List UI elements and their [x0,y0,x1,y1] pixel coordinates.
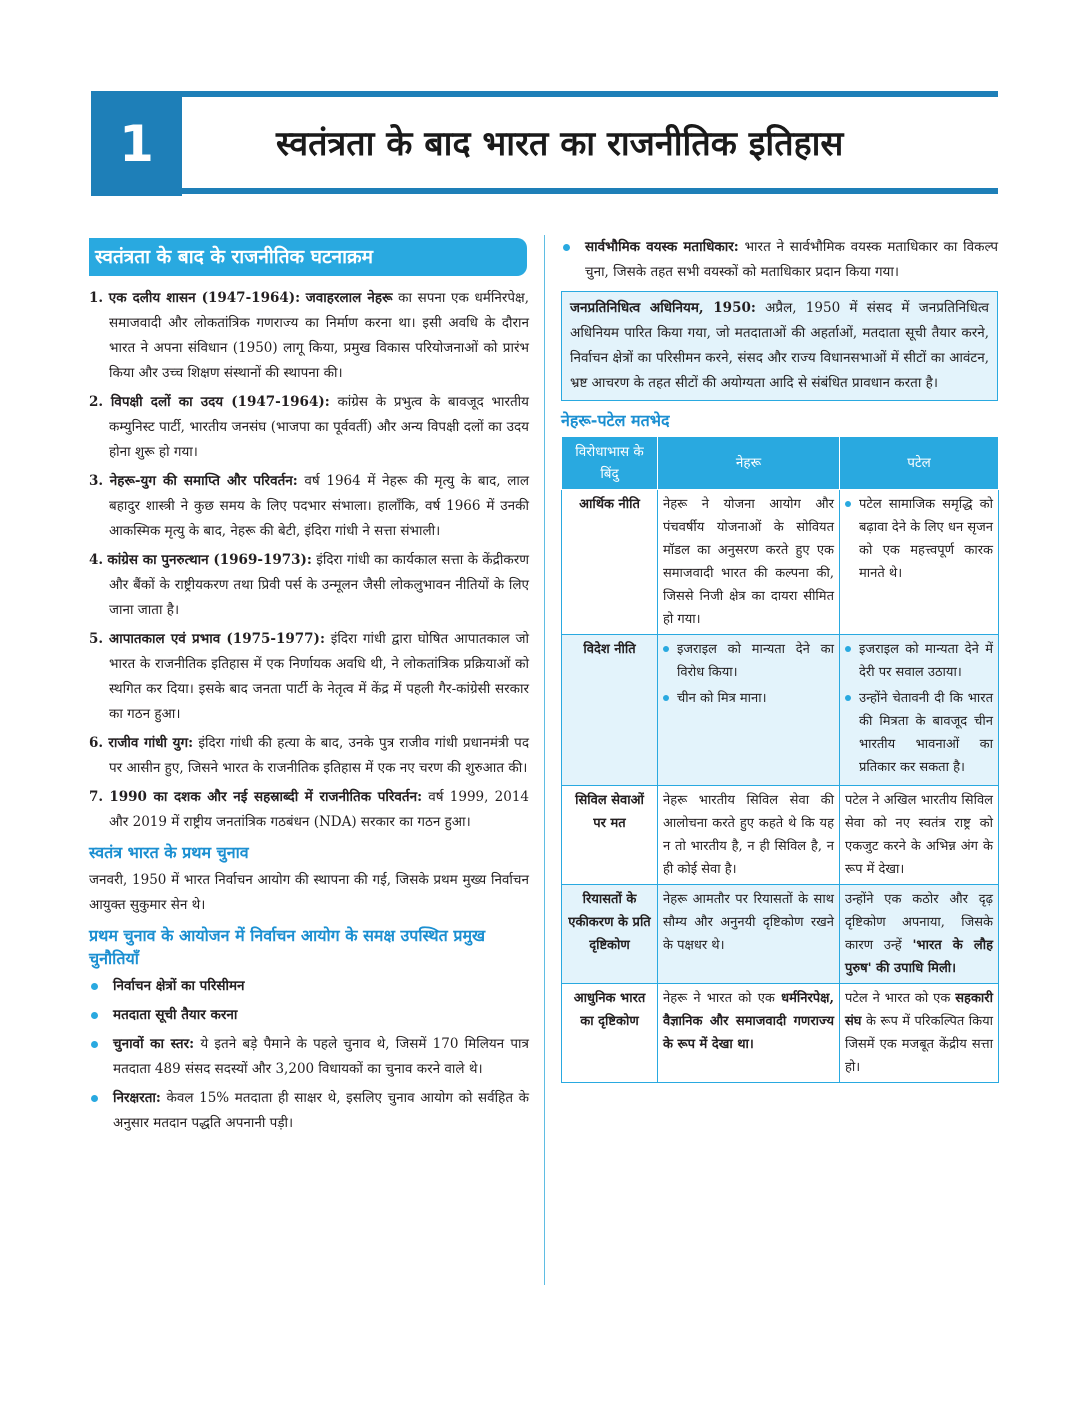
item-body: इंदिरा गांधी का कार्यकाल सत्ता के केंद्रीकरण और बैंकों के राष्ट्रीयकरण तथा प्रिवी पर्स के उन्मूलन जैसी लोकलुभावन नीतियों के लिए जाना जाता है। [109,552,529,618]
item-body: वर्ष 1964 में नेहरू की मृत्यु के बाद, लाल बहादुर शास्त्री ने कुछ समय के लिए पदभार संभाला। हालाँकि, वर्ष 1966 में उनकी आकस्मिक मृत्यु के बाद, नेहरू की बेटी, इंदिरा गांधी ने सत्ता संभाली। [109,473,529,539]
list-item: चुनावों का स्तर: ये इतने बड़े पैमाने के पहले चुनाव थे, जिसमें 170 मिलियन पात्र मतदाता 489 संसद सदस्यों और 3,200 विधायकों का चुनाव करने वाले थे। [89,1032,529,1082]
bullet-icon [845,646,851,652]
patel-cell: पटेल ने भारत को एक सहकारी संघ के रूप में परिकल्पित किया जिसमें एक मजबूत केंद्रीय सत्ता हो। [840,984,999,1083]
column-header-patel: पटेल [840,437,999,490]
list-item: निर्वाचन क्षेत्रों का परिसीमन [89,974,529,999]
first-elections-text: जनवरी, 1950 में भारत निर्वाचन आयोग की स्थापना की गई, जिसके प्रथम मुख्य निर्वाचन आयुक्त सुकुमार सेन थे। [89,872,529,913]
item-heading: नेहरू-युग की समाप्ति और परिवर्तन: [109,473,298,489]
column-header-nehru: नेहरू [658,437,840,490]
chapter-header [91,91,998,196]
header-bottom-rule [182,188,998,194]
column-header-point: विरोधाभास के बिंदु [562,437,658,490]
rpa-callout-box [561,291,998,401]
patel-cell [840,635,999,786]
item-bold-name: जवाहरलाल नेहरू [305,290,393,306]
bullet-icon [845,695,851,701]
item-body: इंदिरा गांधी द्वारा घोषित आपातकाल जो भारत के राजनीतिक इतिहास में एक निर्णायक अवधि थी, ने लोकतांत्रिक प्रक्रियाओं को स्थगित कर दिया। इसके बाद जनता पार्टी के नेतृत्व में केंद्र में पहली गैर-कांग्रेसी सरकार का गठन हुआ। [109,631,529,722]
table-row [562,635,999,786]
list-item: इजराइल को मान्यता देने का विरोध किया। [663,638,834,684]
bullet-icon [563,244,570,251]
suffrage-list [561,235,998,285]
rpa-heading: जनप्रतिनिधित्व अधिनियम, 1950: [570,300,756,316]
bullet-icon [845,501,851,507]
table-row [562,490,999,635]
chapter-number: 1 [91,91,182,196]
list-item: 1. एक दलीय शासन (1947-1964): जवाहरलाल नेहरू का सपना एक धर्मनिरपेक्ष, समाजवादी और लोकतांत्रिक गणराज्य का निर्माण करना था। इसी अवधि के दौरान भारत ने अपना संविधान (1950) लागू किया, प्रमुख विकास परियोजनाओं को प्रारंभ किया और उच्च शिक्षण संस्थानों की स्थापना की। [89,290,530,381]
list-item: 5. आपातकाल एवं प्रभाव (1975-1977): इंदिरा गांधी द्वारा घोषित आपातकाल जो भारत के राजनीतिक इतिहास में एक निर्णायक अवधि थी, ने लोकतांत्रिक प्रक्रियाओं को स्थगित कर दिया। इसके बाद जनता पार्टी के नेतृत्व में केंद्र में पहली गैर-कांग्रेसी सरकार का गठन हुआ। [89,631,529,722]
patel-cell [840,490,999,635]
item-body: इंदिरा गांधी की हत्या के बाद, उनके पुत्र राजीव गांधी प्रधानमंत्री पद पर आसीन हुए, जिसने भारत के राजनीतिक इतिहास में एक नए चरण की शुरुआत की। [109,735,530,776]
right-column [561,235,998,1083]
header-top-rule [182,91,998,97]
item-body: का सपना एक धर्मनिरपेक्ष, समाजवादी और लोकतांत्रिक गणराज्य का निर्माण करना था। इसी अवधि के दौरान भारत ने अपना संविधान (1950) लागू किया, प्रमुख विकास परियोजनाओं को प्रारंभ किया और उच्च शिक्षण संस्थानों की स्थापना की। [109,290,530,381]
list-item: 4. कांग्रेस का पुनरुत्थान (1969-1973): इंदिरा गांधी का कार्यकाल सत्ता के केंद्रीकरण और बैंकों के राष्ट्रीयकरण तथा प्रिवी पर्स के उन्मूलन जैसी लोकलुभावन नीतियों के लिए जाना जाता है। [89,552,529,618]
patel-cell: पटेल ने अखिल भारतीय सिविल सेवा को नए स्वतंत्र राष्ट्र को एकजुट करने के अभिन्न अंग के रूप में देखा। [840,786,999,885]
row-point: सिविल सेवाओं पर मत [562,786,658,885]
nehru-cell: नेहरू आमतौर पर रियासतों के साथ सौम्य और अनुनयी दृष्टिकोण रखने के पक्षधर थे। [658,885,840,984]
challenges-list [89,974,529,1136]
nehru-cell [658,635,840,786]
bullet-icon [91,1095,98,1102]
list-item: 6. राजीव गांधी युग: इंदिरा गांधी की हत्या के बाद, उनके पुत्र राजीव गांधी प्रधानमंत्री पद पर आसीन हुए, जिसने भारत के राजनीतिक इतिहास में एक नए चरण की शुरुआत की। [89,735,530,776]
row-point: रियासतों के एकीकरण के प्रति दृष्टिकोण [562,885,658,984]
table-row [562,786,999,885]
item-heading: विपक्षी दलों का उदय (1947-1964): [110,394,330,410]
table-row [562,885,999,984]
left-column [89,238,529,1140]
nehru-cell: नेहरू ने योजना आयोग और पंचवर्षीय योजनाओं के सोवियत मॉडल का अनुसरण करते हुए एक समाजवादी भारत की कल्पना की, जिससे निजी क्षेत्र का दायरा सीमित हो गया। [658,490,840,635]
bullet-icon [91,983,98,990]
list-item: पटेल सामाजिक समृद्धि को बढ़ावा देने के लिए धन सृजन को एक महत्त्वपूर्ण कारक मानते थे। [845,493,993,585]
column-divider [544,235,545,1285]
list-item: मतदाता सूची तैयार करना [89,1003,529,1028]
nehru-cell: नेहरू भारतीय सिविल सेवा की आलोचना करते हुए कहते थे कि यह न तो भारतीय है, न ही सिविल है, न ही कोई सेवा है। [658,786,840,885]
bullet-icon [663,646,669,652]
item-heading: कांग्रेस का पुनरुत्थान (1969-1973): [107,552,312,568]
list-item: चीन को मित्र माना। [663,687,834,710]
list-item: 2. विपक्षी दलों का उदय (1947-1964): कांग्रेस के प्रभुत्व के बावजूद भारतीय कम्युनिस्ट पार्टी, भारतीय जनसंघ (भाजपा का पूर्ववर्ती) और अन्य विपक्षी दलों का उदय होना शुरू हो गया। [89,394,530,460]
item-heading: 1990 का दशक और नई सहस्राब्दी में राजनीतिक परिवर्तन: [109,789,423,805]
row-point: आर्थिक नीति [562,490,658,635]
item-heading: आपातकाल एवं प्रभाव (1975-1977): [108,631,325,647]
bullet-icon [663,695,669,701]
bullet-icon [91,1012,98,1019]
item-body: वर्ष 1999, 2014 और 2019 में राष्ट्रीय जनतांत्रिक गठबंधन (NDA) सरकार का गठन हुआ। [109,789,530,830]
item-body: कांग्रेस के प्रभुत्व के बावजूद भारतीय कम्युनिस्ट पार्टी, भारतीय जनसंघ (भाजपा का पूर्ववर्ती) और अन्य विपक्षी दलों का उदय होना शुरू हो गया। [109,394,530,460]
events-list [89,286,529,835]
patel-cell: उन्होंने एक कठोर और दृढ़ दृष्टिकोण अपनाया, जिसके कारण उन्हें 'भारत के लौह पुरुष' की उपाधि मिली। [840,885,999,984]
row-point: आधुनिक भारत का दृष्टिकोण [562,984,658,1083]
list-item: इजराइल को मान्यता देने में देरी पर सवाल उठाया। [845,638,993,684]
table-row [562,984,999,1083]
nehru-patel-table [561,436,999,1083]
section-title-political-events: स्वतंत्रता के बाद के राजनीतिक घटनाक्रम [89,238,527,276]
list-item: 3. नेहरू-युग की समाप्ति और परिवर्तन: वर्ष 1964 में नेहरू की मृत्यु के बाद, लाल बहादुर शास्त्री ने कुछ समय के लिए पदभार संभाला। हालाँकि, वर्ष 1966 में उनकी आकस्मिक मृत्यु के बाद, नेहरू की बेटी, इंदिरा गांधी ने सत्ता संभाली। [89,473,529,539]
nehru-cell: नेहरू ने भारत को एक धर्मनिरपेक्ष, वैज्ञानिक और समाजवादी गणराज्य के रूप में देखा था। [658,984,840,1083]
list-item: निरक्षरता: केवल 15% मतदाता ही साक्षर थे, इसलिए चुनाव आयोग को सर्वहित के अनुसार मतदान पद्धति अपनानी पड़ी। [89,1086,529,1136]
subheading-first-elections: स्वतंत्र भारत के प्रथम चुनाव [89,843,249,862]
bullet-icon [91,1041,98,1048]
subheading-challenges: प्रथम चुनाव के आयोजन में निर्वाचन आयोग के समक्ष उपस्थित प्रमुख चुनौतियाँ [89,926,486,968]
chapter-title: स्वतंत्रता के बाद भारत का राजनीतिक इतिहास [276,124,844,164]
rpa-body: अप्रैल, 1950 में संसद में जनप्रतिनिधित्व अधिनियम पारित किया गया, जो मतदाताओं की अहर्ताओं, मतदाता सूची तैयार करने, निर्वाचन क्षेत्रों का परिसीमन करने, संसद और राज्य विधानसभाओं में सीटों का आवंटन, भ्रष्ट आचरण के तहत सीटों की अयोग्यता आदि से संबंधित प्रावधान करता है। [570,300,989,391]
list-item: 7. 1990 का दशक और नई सहस्राब्दी में राजनीतिक परिवर्तन: वर्ष 1999, 2014 और 2019 में राष्ट्रीय जनतांत्रिक गठबंधन (NDA) सरकार का गठन हुआ। [89,789,530,830]
item-heading: एक दलीय शासन (1947-1964): [108,290,301,306]
item-heading: राजीव गांधी युग: [108,735,194,751]
row-point: विदेश नीति [562,635,658,786]
list-item: सार्वभौमिक वयस्क मताधिकार: भारत ने सार्वभौमिक वयस्क मताधिकार का विकल्प चुना, जिसके तहत सभी वयस्कों को मताधिकार प्रदान किया गया। [561,235,998,285]
table-title: नेहरू-पटेल मतभेद [561,411,670,430]
list-item: उन्होंने चेतावनी दी कि भारत की मित्रता के बावजूद चीन भारतीय भावनाओं का प्रतिकार कर सकता है। [845,687,993,779]
table-header-row [562,437,999,490]
